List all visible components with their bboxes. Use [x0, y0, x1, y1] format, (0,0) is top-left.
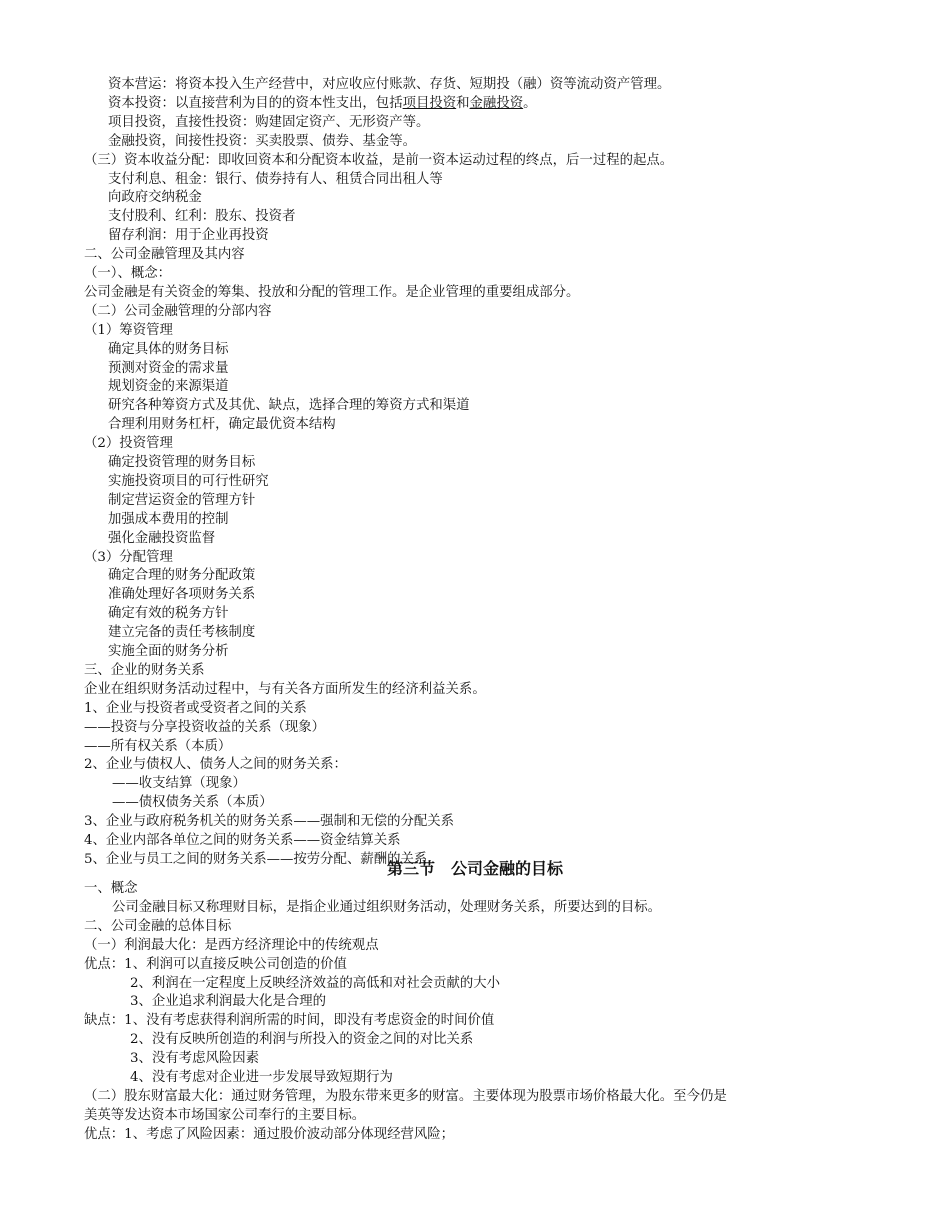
text-line [84, 246, 245, 264]
text-line [84, 435, 173, 453]
text-run: 强化金融投资监督 [108, 530, 216, 546]
text-line [84, 303, 271, 321]
text-run: 1、企业与投资者或受资者之间的关系 [84, 700, 307, 716]
text-run: 确定投资管理的财务目标 [108, 455, 256, 470]
text-run: 合理利用财务杠杆，确定最优资本结构 [108, 417, 336, 433]
text-line [108, 227, 269, 245]
text-line [112, 794, 273, 812]
text-line [112, 899, 661, 917]
text-line [84, 918, 231, 936]
text-run: 确定有效的税务方针 [108, 606, 229, 622]
text-run: 实施投资项目的可行性研究 [108, 473, 269, 489]
text-run: 加强成本费用的控制 [108, 511, 229, 527]
text-line [84, 265, 171, 283]
text-run: ——所有权关系（本质） [84, 738, 232, 754]
text-line [84, 152, 673, 170]
text-run: 和 [456, 95, 470, 111]
text-run: 制定营运资金的管理方针 [108, 492, 256, 508]
text-run: 准确处理好各项财务关系 [108, 587, 256, 603]
text-run: 项目投资，直接性投资：购建固定资产、无形资产等。 [108, 114, 430, 130]
text-line [84, 956, 347, 974]
text-run: 公司金融是有关资金的筹集、投放和分配的管理工作。是企业管理的重要组成部分。 [84, 284, 580, 300]
text-line [84, 1088, 727, 1106]
text-line [84, 813, 454, 831]
text-line [108, 341, 229, 359]
text-line [84, 700, 307, 718]
text-line [84, 1126, 454, 1144]
text-run: （3）分配管理 [84, 549, 173, 565]
text-line [108, 624, 255, 642]
text-run: ——收支结算（现象） [112, 776, 246, 792]
text-run: 支付利息、租金：银行、债券持有人、租赁合同出租人等 [108, 171, 443, 187]
text-line [84, 756, 347, 774]
text-run: 美英等发达资本市场国家公司奉行的主要目标。 [84, 1107, 366, 1123]
text-run: 3、没有考虑风险因素 [130, 1051, 260, 1067]
text-run: 支付股利、红利：股东、投资者 [108, 209, 296, 225]
text-line [130, 1031, 473, 1049]
text-line [84, 937, 379, 955]
text-run: 确定具体的财务目标 [108, 341, 229, 357]
text-run: 研究各种筹资方式及其优、缺点，选择合理的筹资方式和渠道 [108, 398, 470, 414]
text-line [108, 378, 229, 396]
text-line [84, 832, 401, 850]
text-run: ——投资与分享投资收益的关系（现象） [84, 719, 326, 735]
text-line [108, 530, 215, 548]
text-line [84, 719, 325, 737]
text-run: 资本营运：将资本投入生产经营中，对应收应付账款、存货、短期投（融）资等流动资产管理。 [108, 77, 671, 92]
text-run: （二）公司金融管理的分部内容 [84, 303, 272, 319]
text-line [84, 1107, 365, 1125]
text-run: （1）筹资管理 [84, 322, 173, 338]
text-run: 预测对资金的需求量 [108, 360, 229, 376]
text-run: 三、企业的财务关系 [84, 662, 205, 678]
text-line [108, 454, 255, 472]
text-line [108, 492, 255, 510]
text-line [108, 567, 255, 585]
text-run: （一）、概念： [84, 266, 172, 281]
text-line [108, 643, 229, 661]
text-line [84, 681, 486, 699]
text-run: 2、企业与债权人、债务人之间的财务关系： [84, 757, 347, 773]
text-run: 2、利润在一定程度上反映经济效益的高低和对社会贡献的大小 [130, 975, 501, 991]
text-run: 3、企业追求利润最大化是合理的 [130, 994, 326, 1010]
text-line [108, 171, 443, 189]
text-run: 二、公司金融管理及其内容 [84, 247, 245, 263]
text-line [108, 397, 470, 415]
text-run: 2、没有反映所创造的利润与所投入的资金之间的对比关系 [130, 1032, 474, 1048]
text-line [108, 473, 269, 491]
text-run: 3、企业与政府税务机关的财务关系——强制和无偿的分配关系 [84, 814, 455, 830]
text-line [84, 322, 173, 340]
text-run: （2）投资管理 [84, 436, 173, 452]
text-line [130, 1050, 259, 1068]
text-run: （一）利润最大化：是西方经济理论中的传统观点 [84, 937, 379, 953]
text-run: 公司金融目标又称理财目标，是指企业通过组织财务活动，处理财务关系，所要达到的目标。 [112, 899, 662, 915]
text-run: ——债权债务关系（本质） [112, 795, 273, 811]
text-run: 资本投资：以直接营利为目的的资本性支出，包括 [108, 95, 403, 111]
text-run: （三）资本收益分配：即收回资本和分配资本收益，是前一资本运动过程的终点，后一过程的起点。 [84, 152, 674, 168]
text-line [130, 975, 500, 993]
text-run: 4、没有考虑对企业进一步发展导致短期行为 [130, 1070, 393, 1085]
text-line [108, 208, 295, 226]
text-run: 。 [523, 95, 537, 111]
text-line [108, 76, 670, 94]
text-line [84, 1012, 494, 1030]
text-run: 规划资金的来源渠道 [108, 379, 229, 395]
text-line [130, 993, 326, 1011]
text-run: 优点：1、考虑了风险因素：通过股价波动部分体现经营风险； [84, 1126, 455, 1142]
section-title: 第三节 公司金融的目标 [386, 859, 563, 878]
text-run: 4、企业内部各单位之间的财务关系——资金结算关系 [84, 833, 401, 848]
text-line [108, 360, 229, 378]
text-run: （二）股东财富最大化：通过财务管理，为股东带来更多的财富。主要体现为股票市场价格最大化。至今仍是 [84, 1088, 727, 1104]
text-run: 5、企业与员工之间的财务关系——按劳分配、薪酬的关系 [84, 851, 428, 867]
text-run: 金融投资 [469, 95, 524, 111]
text-line [84, 662, 205, 680]
text-run: 优点：1、利润可以直接反映公司创造的价值 [84, 956, 347, 972]
text-line [108, 416, 336, 434]
text-line [84, 738, 231, 756]
text-line [84, 549, 173, 567]
text-line [108, 95, 537, 113]
text-run: 项目投资 [402, 95, 457, 111]
text-run: 一、概念 [84, 881, 138, 896]
text-run: 实施全面的财务分析 [108, 644, 229, 659]
text-line [108, 511, 229, 529]
text-line [108, 605, 229, 623]
text-run: 确定合理的财务分配政策 [108, 568, 256, 584]
text-line [108, 586, 255, 604]
text-run: 金融投资，间接性投资：买卖股票、债券、基金等。 [108, 133, 416, 149]
text-run: 缺点：1、没有考虑获得利润所需的时间，即没有考虑资金的时间价值 [84, 1013, 495, 1029]
text-line [108, 114, 429, 132]
text-line [112, 775, 246, 793]
text-run: 建立完备的责任考核制度 [108, 625, 256, 641]
text-line [84, 880, 138, 898]
text-run: 留存利润：用于企业再投资 [108, 228, 269, 244]
text-line [130, 1069, 393, 1087]
text-line [108, 189, 202, 207]
text-line [84, 284, 579, 302]
text-run: 向政府交纳税金 [108, 190, 202, 206]
text-line [108, 133, 416, 151]
text-run: 二、公司金融的总体目标 [84, 918, 232, 934]
text-run: 企业在组织财务活动过程中，与有关各方面所发生的经济利益关系。 [84, 681, 486, 697]
